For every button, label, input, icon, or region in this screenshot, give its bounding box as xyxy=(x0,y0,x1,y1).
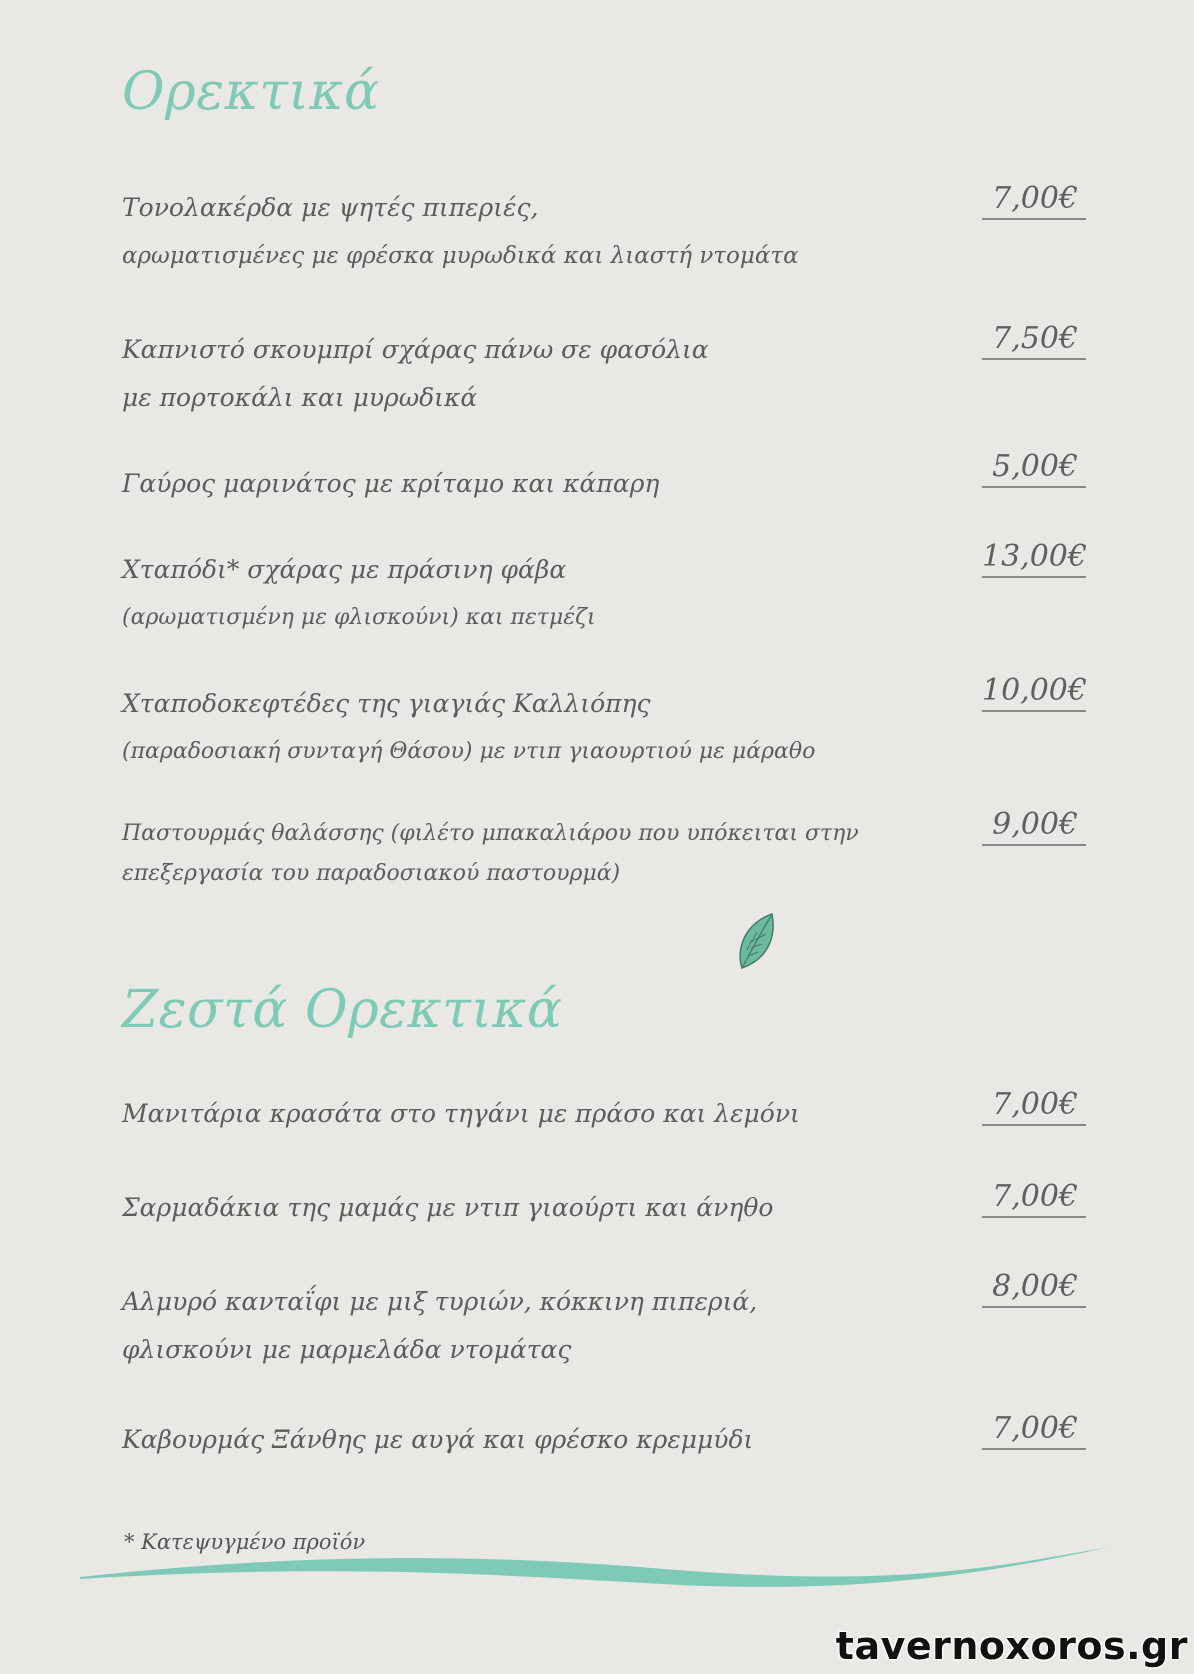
item-description-line: (αρωματισμένη με φλισκούνι) και πετμέζι xyxy=(122,605,596,630)
item-price: 7,50€ xyxy=(982,320,1086,360)
item-description-line: Παστουρμάς θαλάσσης (φιλέτο μπακαλιάρου που υπόκειται στην xyxy=(122,821,859,846)
item-description-line: αρωματισμένες με φρέσκα μυρωδικά και λιαστή ντομάτα xyxy=(122,243,799,269)
item-price: 7,00€ xyxy=(982,1086,1086,1126)
decorative-swoosh xyxy=(80,1545,1120,1605)
section-title-appetizers: Ορεκτικά xyxy=(122,62,380,122)
leaf-icon xyxy=(734,910,778,974)
menu-item xyxy=(122,460,822,508)
item-description-line: φλισκούνι με μαρμελάδα ντομάτας xyxy=(122,1335,572,1364)
item-price: 5,00€ xyxy=(982,448,1086,488)
item-description-line: Γαύρος μαρινάτος με κρίταμο και κάπαρη xyxy=(122,469,660,498)
site-watermark: tavernoxoros.gr xyxy=(835,1624,1188,1668)
item-description-line: (παραδοσιακή συνταγή Θάσου) με ντιπ γιαουρτιού με μάραθο xyxy=(122,739,816,764)
item-description-line: Καπνιστό σκουμπρί σχάρας πάνω σε φασόλια xyxy=(122,335,709,364)
item-description-line: Καβουρμάς Ξάνθης με αυγά και φρέσκο κρεμμύδι xyxy=(122,1425,754,1454)
menu-item xyxy=(122,1278,822,1374)
item-description-line: Χταπόδι* σχάρας με πράσινη φάβα xyxy=(122,555,567,584)
menu-item xyxy=(122,680,822,776)
item-description-line: με πορτοκάλι και μυρωδικά xyxy=(122,383,478,412)
item-description-line: Σαρμαδάκια της μαμάς με ντιπ γιαούρτι και άνηθο xyxy=(122,1193,774,1222)
item-description-line: Χταποδοκεφτέδες της γιαγιάς Καλλιόπης xyxy=(122,689,651,718)
menu-item xyxy=(122,326,822,422)
item-price: 7,00€ xyxy=(982,1178,1086,1218)
item-price: 13,00€ xyxy=(982,538,1086,578)
item-description-line: Τονολακέρδα με ψητές πιπεριές, xyxy=(122,193,539,222)
section-title-hot-appetizers: Ζεστά Ορεκτικά xyxy=(122,980,563,1040)
menu-item xyxy=(122,1090,822,1138)
item-price: 8,00€ xyxy=(982,1268,1086,1308)
menu-item xyxy=(122,1184,822,1232)
item-description-line: επεξεργασία του παραδοσιακού παστουρμά) xyxy=(122,861,621,886)
menu-item xyxy=(122,546,822,642)
item-description-line: Μανιτάρια κρασάτα στο τηγάνι με πράσο και λεμόνι xyxy=(122,1099,800,1128)
menu-item xyxy=(122,1416,822,1464)
footnote: * Κατεψυγμένο προϊόν xyxy=(124,1530,366,1554)
item-description-line: Αλμυρό κανταΐφι με μιξ τυριών, κόκκινη πιπεριά, xyxy=(122,1287,758,1316)
item-price: 10,00€ xyxy=(982,672,1086,712)
item-price: 9,00€ xyxy=(982,806,1086,846)
item-price: 7,00€ xyxy=(982,1410,1086,1450)
menu-item xyxy=(122,184,822,280)
menu-item xyxy=(122,814,859,894)
item-price: 7,00€ xyxy=(982,180,1086,220)
